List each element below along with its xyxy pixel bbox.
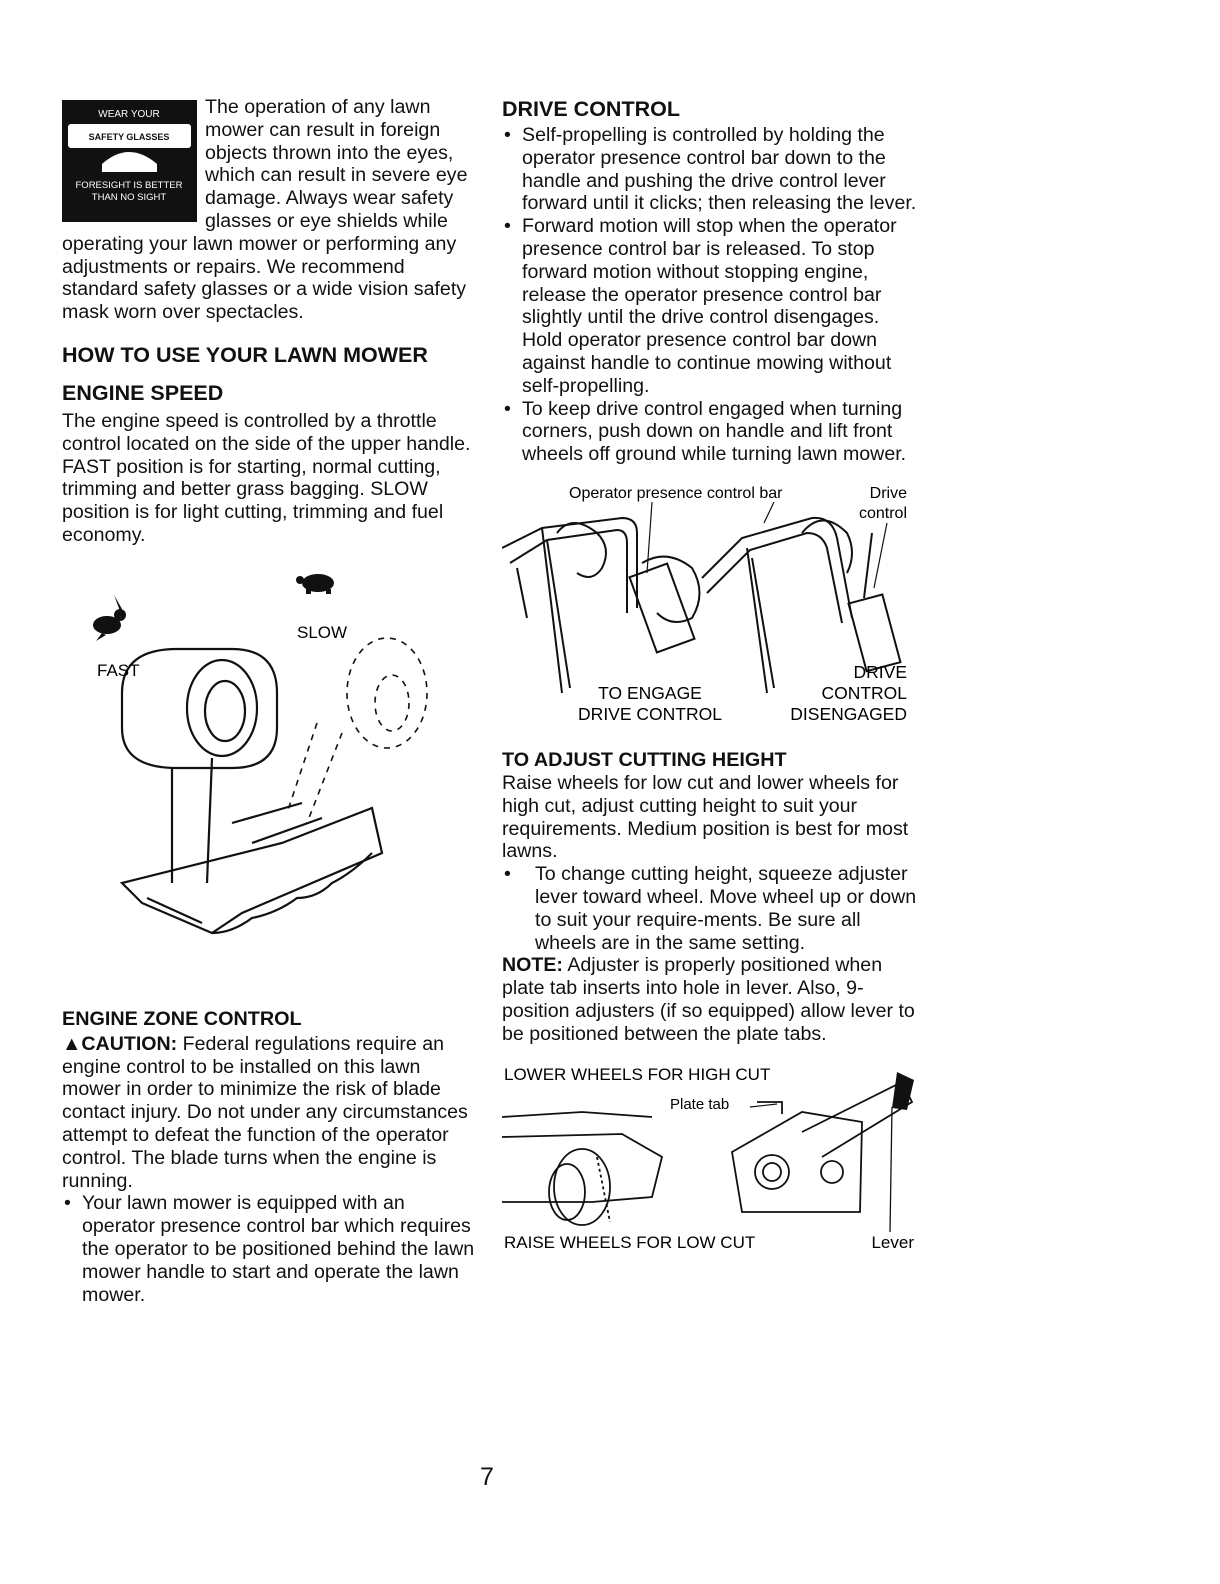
cutting-height-bullets [502,863,922,954]
cutting-height-heading: TO ADJUST CUTTING HEIGHT [502,748,787,771]
control-dis-label: CONTROL [821,682,907,703]
throttle-illustration [62,553,482,1003]
right-column [502,96,922,1262]
drive-dis-label: DRIVE [853,661,907,682]
list-item: • To change cutting height, squeeze adjuster lever toward wheel. Move wheel up or down to suit your require-ments. Be sure all wheels are in the same setting. [504,863,917,954]
plate-tab-label: Plate tab [670,1095,730,1113]
engine-speed-paragraph: The engine speed is controlled by a throttle control located on the side of the upper handle. FAST position is for starting, normal cutting, trimming and better grass bagging. SLOW position is for light cutting, trimming and fuel economy. [62,409,471,546]
caution-paragraph [62,1033,482,1193]
note-paragraph [502,954,922,1045]
engine-zone-bullets [62,1192,482,1306]
caution-text: Federal regulations require an engine control to be installed on this lawn mower in order to minimize the risk of blade contact injury. Do not under any circumstances attempt to defeat the function of the operator control. The blade turns when the engine is running. [62,1032,468,1192]
drive-control-figure [502,478,922,738]
adjuster-figure [502,1062,922,1262]
list-item: • Forward motion will stop when the operator presence control bar is released. To stop forward motion without stopping engine, release the operator presence control bar slightly until the drive control disengages. Hold operator presence control bar down against handle to continue mowing without self-propelling. [504,215,897,397]
turtle-icon [296,574,334,594]
list-item: • Your lawn mower is equipped with an operator presence control bar which requires the operator to be positioned behind the lawn mower handle to start and operate the lawn mower. [64,1192,475,1306]
caution-icon: ▲ [62,1032,82,1055]
page-number: 7 [480,1463,494,1491]
icon-line-2: SAFETY GLASSES [88,132,170,142]
engine-zone-heading: ENGINE ZONE CONTROL [62,1007,302,1030]
slow-label: SLOW [297,622,348,642]
control-label: control [858,504,907,522]
raise-wheels-label: RAISE WHEELS FOR LOW CUT [504,1232,756,1252]
note-text: Adjuster is properly positioned when plate tab inserts into hole in lever. Also, 9-position adjusters (if so equipped) allow lever to be positioned between the plate tabs. [502,954,915,1045]
opc-bar-label: Operator presence control bar [569,484,783,502]
left-column [62,96,482,1306]
icon-line-1: WEAR YOUR [98,109,160,120]
throttle-figure [62,553,482,1003]
caution-label: CAUTION: [81,1032,178,1055]
lower-wheels-label: LOWER WHEELS FOR HIGH CUT [504,1064,771,1084]
how-to-heading: HOW TO USE YOUR LAWN MOWER [62,342,428,367]
adjuster-illustration [502,1062,922,1262]
icon-line-3: FORESIGHT IS BETTER [75,180,183,191]
drive-control-illustration [502,478,922,738]
cutting-height-paragraph: Raise wheels for low cut and lower wheels for high cut, adjust cutting height to suit your requirements. Medium position is best for most lawns. [502,771,909,863]
safety-glasses-icon [62,100,197,222]
fast-label: FAST [97,660,140,680]
icon-line-4: THAN NO SIGHT [91,192,167,203]
lever-label: Lever [871,1232,914,1252]
disengaged-label: DISENGAGED [790,703,907,724]
drive-control-engage-label: DRIVE CONTROL [578,703,722,724]
drive-control-heading: DRIVE CONTROL [502,97,680,121]
list-item: • Self-propelling is controlled by holding the operator presence control bar down to the handle and pushing the drive control lever forward until it clicks; then releasing the lever. [504,124,917,215]
list-item: • To keep drive control engaged when turning corners, push down on handle and lift front wheels off ground while turning lawn mower. [504,397,907,466]
safety-section [62,96,482,324]
note-label: NOTE: [502,954,563,977]
to-engage-label: TO ENGAGE [598,682,702,703]
safety-paragraph: The operation of any lawn mower can result in foreign objects thrown into the eyes, which can result in severe eye damage. Always wear safety glasses or eye shields while operating your lawn mower or performing any adjustments or repairs. We recommend standard safety glasses or a wide vision safety mask worn over spectacles. [62,96,468,324]
rabbit-icon [93,595,126,641]
engine-speed-heading: ENGINE SPEED [62,380,224,405]
drive-control-bullets [502,124,922,466]
drive-label: Drive [869,484,907,502]
